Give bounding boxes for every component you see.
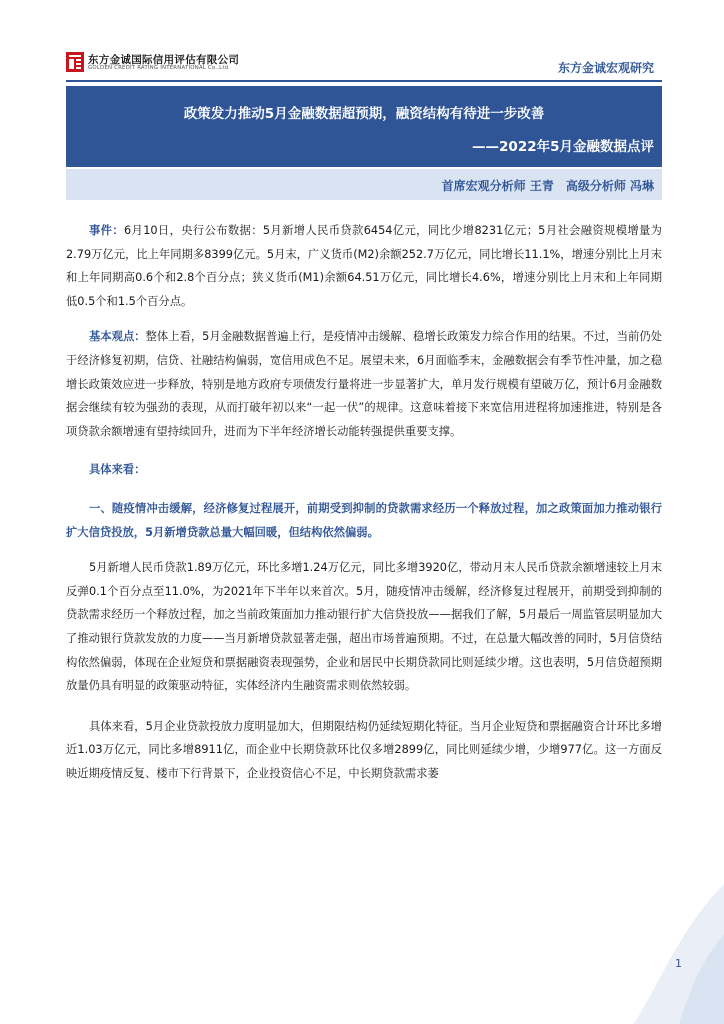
body-paragraph-1: 5月新增人民币贷款1.89万亿元，环比多增1.24万亿元，同比多增3920亿，带动月末人民币贷款余额增速较上月末反弹0.1个百分点至11.0%，为2021年下半年以来首次。5月，随疫情冲击缓解，经济修复过程展开，前期受到抑制的贷款需求经历一个释放过程，加之当前政策面加力推动银行扩大信贷投放——据我们了解，5月最后一周监管层明显加大了推动银行贷款发放的力度——当月新增贷款显著走强，超出市场普遍预期。不过，在总量大幅改善的同时，5月信贷结构依然偏弱，体现在企业短贷和票据融资表现强势，企业和居民中长期贷款同比则延续少增。这也表明，5月信贷超预期放量仍具有明显的政策驱动特征，实体经济内生融资需求则依然较弱。 [66,561,662,693]
event-text: 6月10日，央行公布数据：5月新增人民币贷款6454亿元，同比少增8231亿元；5月社会融资规模增量为2.79万亿元，比上年同期多8399亿元。5月末，广义货币(M2)余额252.7万亿元，同比增长11.1%，增速分别比上月末和上年同期高0.6个和2.8个百分点；狭义货币(M1)余额64.51万亿元，同比增长4.6%，增速分别比上月末和上年同期低0.5个和1.5个百分点。 [66,224,662,308]
company-name-cn: 东方金诚国际信用评估有限公司 [88,54,240,66]
report-body [66,219,662,785]
specific-label: 具体来看： [89,463,146,477]
corner-decoration [594,864,724,1024]
event-label: 事件： [89,224,124,237]
author-band [66,169,662,200]
series-name: 东方金诚宏观研究 [557,61,654,75]
view-label: 基本观点： [89,330,146,344]
header-divider [66,80,662,82]
event-paragraph [66,219,662,313]
author-line: 首席宏观分析师 王青 高级分析师 冯琳 [441,179,654,193]
title-band [66,86,662,167]
specific-label-paragraph [66,458,662,482]
page-header [66,50,662,80]
view-paragraph [66,325,662,443]
company-name-en: GOLDEN CREDIT RATING INTERNATIONAL Co.,Ltd. [88,65,231,71]
report-title: 政策发力推动5月金融数据超预期，融资结构有待进一步改善 [183,106,545,122]
company-logo-icon [66,52,84,72]
view-text: 整体上看，5月金融数据普遍上行，是疫情冲击缓解、稳增长政策发力综合作用的结果。不过，当前仍处于经济修复初期，信贷、社融结构偏弱，宽信用成色不足。展望未来，6月面临季末，金融数据会有季节性冲量，加之稳增长政策效应进一步释放，特别是地方政府专项债发行量将进一步显著扩大，单月发行规模有望破万亿，预计6月金融数据会继续有较为强劲的表现，从而打破年初以来“一起一伏”的规律。这意味着接下来宽信用进程将加速推进，特别是各项贷款余额增速有望持续回升，进而为下半年经济增长动能转强提供重要支撑。 [66,330,662,438]
section-1-heading: 一、随疫情冲击缓解，经济修复过程展开，前期受到抑制的贷款需求经历一个释放过程，加之政策面加力推动银行扩大信贷投放，5月新增贷款总量大幅回暖，但结构依然偏弱。 [66,501,662,539]
body-paragraph-2: 具体来看，5月企业贷款投放力度明显加大，但期限结构仍延续短期化特征。当月企业短贷和票据融资合计环比多增近1.03万亿元，同比多增8911亿，而企业中长期贷款环比仅多增2899亿，同比则延续少增，少增977亿。这一方面反映近期疫情反复、楼市下行背景下，企业投资信心不足，中长期贷款需求萎 [66,719,662,780]
page-number: 1 [675,957,682,970]
report-subtitle: ——2022年5月金融数据点评 [472,139,654,155]
